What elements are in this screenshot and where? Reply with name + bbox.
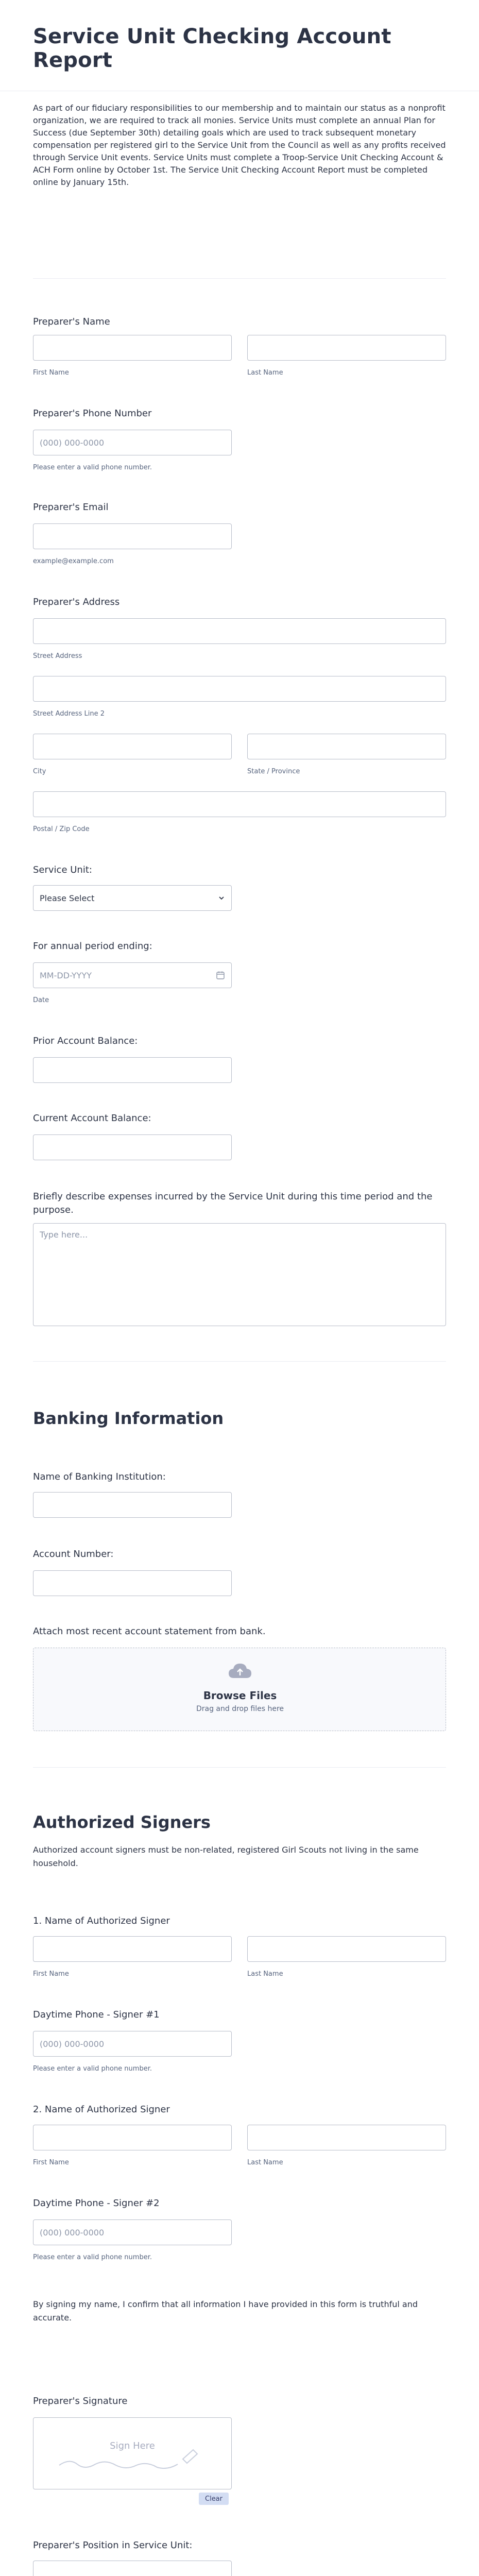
drag-drop-text: Drag and drop files here xyxy=(196,1705,284,1713)
city-sublabel: City xyxy=(33,768,46,775)
phone-placeholder: (000) 000-0000 xyxy=(40,2227,105,2238)
calendar-icon[interactable] xyxy=(216,971,225,980)
current-balance-input[interactable] xyxy=(33,1134,232,1160)
street-address2-input[interactable] xyxy=(33,676,446,702)
file-upload-dropzone[interactable] xyxy=(33,1648,446,1731)
prior-balance-input[interactable] xyxy=(33,1057,232,1083)
position-label: Preparer's Position in Service Unit: xyxy=(33,2540,193,2551)
expenses-label: Briefly describe expenses incurred by the Service Unit during this time period and the purpose. xyxy=(33,1191,433,1215)
signer2-phone-input[interactable] xyxy=(33,2219,232,2245)
preparer-email-input[interactable] xyxy=(33,523,232,549)
institution-input[interactable] xyxy=(33,1492,232,1518)
street-sublabel: Street Address xyxy=(33,652,82,660)
signer2-label: 2. Name of Authorized Signer xyxy=(33,2104,170,2115)
phone-placeholder: (000) 000-0000 xyxy=(40,2039,105,2049)
current-balance-label: Current Account Balance: xyxy=(33,1113,151,1124)
phone1-hint: Please enter a valid phone number. xyxy=(33,2065,152,2073)
postal-sublabel: Postal / Zip Code xyxy=(33,825,90,833)
signer2-last-sublabel: Last Name xyxy=(247,2159,283,2166)
browse-files-text: Browse Files xyxy=(203,1689,277,1702)
last-name-sublabel: Last Name xyxy=(247,369,283,377)
page-title: Service Unit Checking Account Report xyxy=(33,25,391,72)
attach-label: Attach most recent account statement from bank. xyxy=(33,1626,266,1637)
expenses-textarea[interactable] xyxy=(33,1223,446,1326)
cloud-upload-icon xyxy=(227,1662,253,1680)
date-sublabel: Date xyxy=(33,996,49,1004)
phone2-hint: Please enter a valid phone number. xyxy=(33,2253,152,2261)
street2-sublabel: Street Address Line 2 xyxy=(33,710,105,718)
section-divider xyxy=(33,278,446,279)
chevron-down-icon xyxy=(218,894,225,902)
section-divider xyxy=(33,1361,446,1362)
service-unit-value: Please Select xyxy=(40,893,95,903)
signers-description: Authorized account signers must be non-related, registered Girl Scouts not living in the same household. xyxy=(33,1845,419,1868)
service-unit-label: Service Unit: xyxy=(33,865,92,875)
phone1-label: Daytime Phone - Signer #1 xyxy=(33,2009,160,2020)
institution-label: Name of Banking Institution: xyxy=(33,1471,166,1482)
date-placeholder: MM-DD-YYYY xyxy=(40,970,92,980)
form-header xyxy=(0,0,479,91)
phone2-label: Daytime Phone - Signer #2 xyxy=(33,2198,160,2209)
signature-label: Preparer's Signature xyxy=(33,2396,128,2406)
first-name-sublabel: First Name xyxy=(33,369,69,377)
confirmation-text: By signing my name, I confirm that all information I have provided in this form is truthful and accurate. xyxy=(33,2299,418,2323)
state-input[interactable] xyxy=(247,734,446,759)
signer1-last-input[interactable] xyxy=(247,1936,446,1962)
prior-balance-label: Prior Account Balance: xyxy=(33,1036,138,1046)
first-name-input[interactable] xyxy=(33,335,232,361)
account-number-label: Account Number: xyxy=(33,1549,114,1560)
last-name-input[interactable] xyxy=(247,335,446,361)
phone-placeholder: (000) 000-0000 xyxy=(40,437,105,448)
intro-text: As part of our fiduciary responsibilities to our membership and to maintain our status as a nonprofit organization, we are required to track all monies. Service Units must complete an annual Plan for Success (due September 30th) detailing goals which are used to track subsequent monetary compensation per registered girl to the Service Unit from the Council as well as any profits received through Service Unit events. Service Units must complete a Troop-Service Unit Checking Account & ACH Form online by October 1st. The Service Unit Checking Account Report must be completed online by January 15th. xyxy=(33,103,446,187)
banking-section-title: Banking Information xyxy=(33,1409,224,1428)
position-input[interactable] xyxy=(33,2561,232,2576)
signer1-phone-input[interactable] xyxy=(33,2031,232,2057)
phone-hint: Please enter a valid phone number. xyxy=(33,464,152,471)
preparer-phone-input[interactable] xyxy=(33,430,232,455)
service-unit-select[interactable] xyxy=(33,885,232,911)
signers-section-title: Authorized Signers xyxy=(33,1812,211,1832)
city-input[interactable] xyxy=(33,734,232,759)
preparer-name-label: Preparer's Name xyxy=(33,316,110,327)
preparer-email-label: Preparer's Email xyxy=(33,502,109,513)
signer1-last-sublabel: Last Name xyxy=(247,1970,283,1978)
state-sublabel: State / Province xyxy=(247,768,300,775)
account-number-input[interactable] xyxy=(33,1570,232,1596)
email-hint: example@example.com xyxy=(33,557,114,565)
preparer-address-label: Preparer's Address xyxy=(33,597,120,607)
sign-here-placeholder: Sign Here xyxy=(110,2441,155,2451)
textarea-placeholder: Type here... xyxy=(40,1230,88,1240)
annual-period-date-input[interactable] xyxy=(33,962,232,988)
signer1-label: 1. Name of Authorized Signer xyxy=(33,1916,170,1926)
signer1-first-input[interactable] xyxy=(33,1936,232,1962)
signer2-first-input[interactable] xyxy=(33,2125,232,2150)
signature-pad[interactable] xyxy=(33,2417,232,2489)
clear-signature-button[interactable]: Clear xyxy=(199,2493,229,2505)
postal-input[interactable] xyxy=(33,791,446,817)
preparer-phone-label: Preparer's Phone Number xyxy=(33,408,152,419)
annual-period-label: For annual period ending: xyxy=(33,941,152,952)
signer2-first-sublabel: First Name xyxy=(33,2159,69,2166)
signer2-last-input[interactable] xyxy=(247,2125,446,2150)
street-address-input[interactable] xyxy=(33,618,446,644)
signer1-first-sublabel: First Name xyxy=(33,1970,69,1978)
section-divider xyxy=(33,1767,446,1768)
